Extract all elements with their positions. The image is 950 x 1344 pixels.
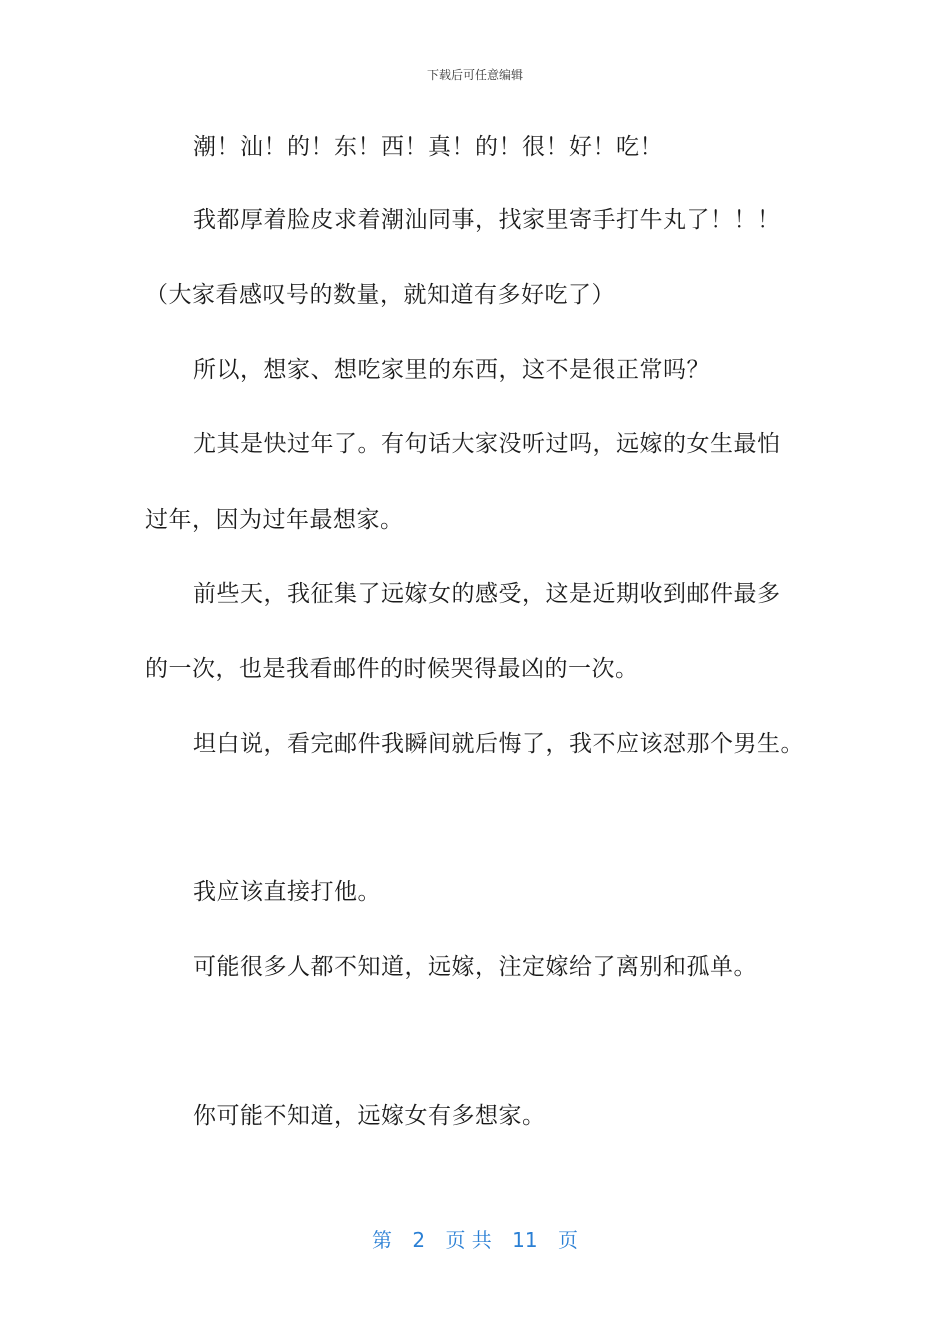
paragraph-line: 可能很多人都不知道，远嫁，注定嫁给了离别和孤单。 [193, 954, 757, 980]
paragraph-line: 的一次，也是我看邮件的时候哭得最凶的一次。 [145, 656, 639, 682]
paragraph-line: 潮！汕！的！东！西！真！的！很！好！吃！ [193, 134, 663, 160]
page-footer [0, 1224, 950, 1253]
footer-label-of: 页 共 [445, 1228, 492, 1252]
paragraph-line: 我应该直接打他。 [193, 879, 381, 905]
paragraph-line: 坦白说，看完邮件我瞬间就后悔了，我不应该怼那个男生。 [193, 731, 804, 757]
page-header-note: 下载后可任意编辑 [426, 68, 523, 82]
paragraph-line: 尤其是快过年了。有句话大家没听过吗，远嫁的女生最怕 [193, 431, 781, 457]
paragraph-line: 所以，想家、想吃家里的东西，这不是很正常吗？ [193, 357, 710, 383]
paragraph-line: 过年，因为过年最想家。 [145, 507, 404, 533]
paragraph-line: 前些天，我征集了远嫁女的感受，这是近期收到邮件最多 [193, 581, 781, 607]
paragraph-line: 你可能不知道，远嫁女有多想家。 [193, 1103, 546, 1129]
footer-current-page: 2 [412, 1228, 426, 1252]
paragraph-line: （大家看感叹号的数量，就知道有多好吃了） [145, 282, 615, 308]
footer-label-page: 第 [372, 1228, 392, 1252]
paragraph-line: 我都厚着脸皮求着潮汕同事，找家里寄手打牛丸了！！！ [193, 207, 781, 233]
footer-total-pages: 11 [512, 1228, 538, 1252]
footer-label-end: 页 [557, 1228, 578, 1252]
